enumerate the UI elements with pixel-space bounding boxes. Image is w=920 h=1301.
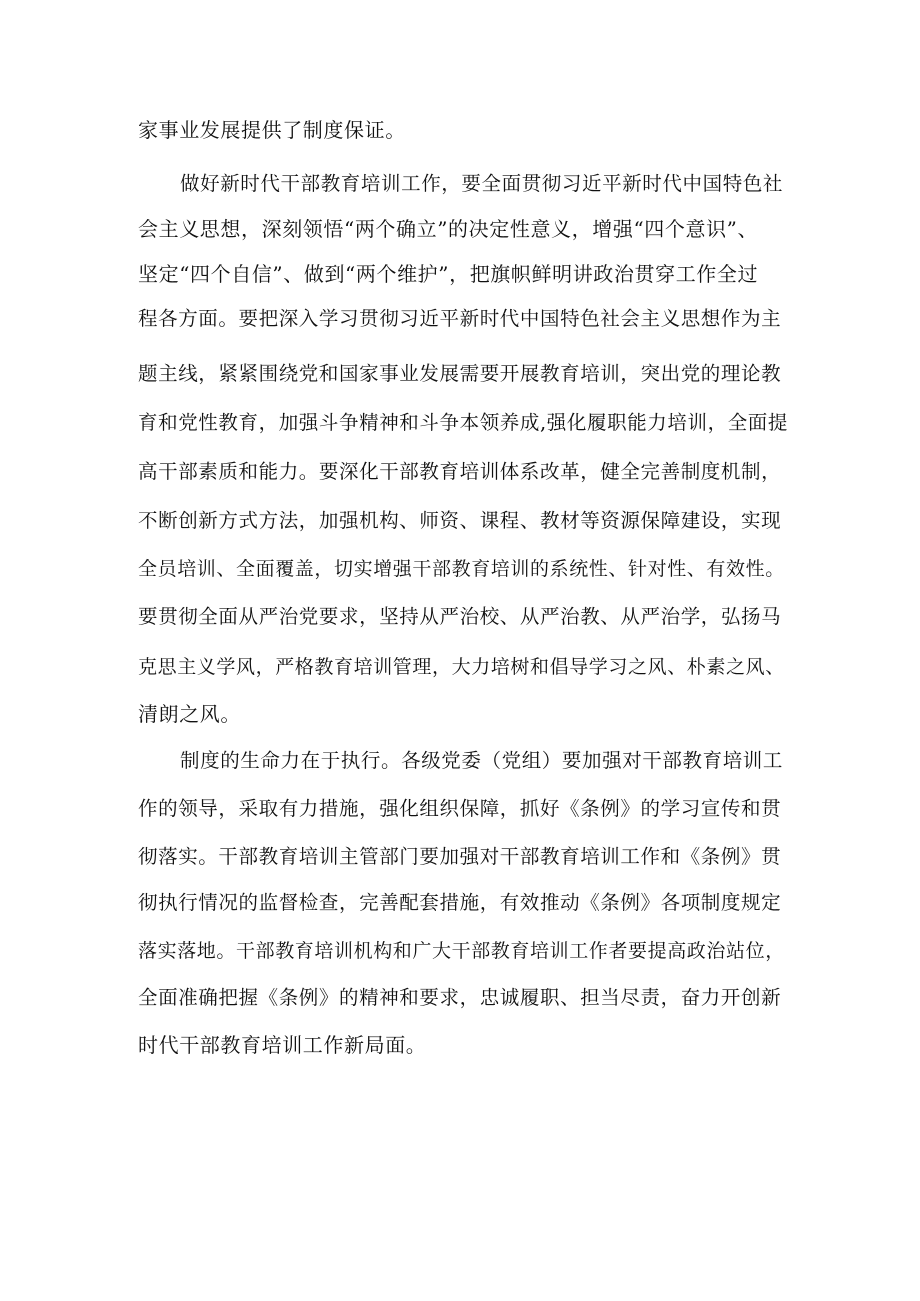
text-line: 清朗之风。 — [138, 702, 241, 726]
text-line: 作的领导，采取有力措施，强化组织保障，抓好《条例》的学习宣传和贯 — [138, 797, 782, 820]
text-line: 坚定“四个自信”、做到“两个维护”，把旗帜鲜明讲政治贯穿工作全过 — [138, 262, 759, 286]
text-line: 要贯彻全面从严治党要求，坚持从严治校、从严治教、从严治学，弘扬马 — [138, 605, 782, 628]
text-line: 不断创新方式方法，加强机构、师资、课程、教材等资源保障建设，实现 — [138, 509, 782, 532]
text-line: 落实落地。干部教育培训机构和广大干部教育培训工作者要提高政治站位， — [138, 940, 785, 962]
text-line: 全面准确把握《条例》的精神和要求，忠诚履职、担当尽责，奋力开创新 — [138, 986, 782, 1009]
text-line: 会主义思想，深刻领悟“两个确立”的决定性意义，增强“四个意识”、 — [138, 217, 759, 241]
text-line: 彻落实。干部教育培训主管部门要加强对干部教育培训工作和《条例》贯 — [138, 845, 782, 868]
text-line: 育和党性教育，加强斗争精神和斗争本领养成,强化履职能力培训，全面提 — [138, 411, 788, 434]
text-line: 高干部素质和能力。要深化干部教育培训体系改革，健全完善制度机制， — [138, 460, 782, 483]
text-line: 克思主义学风，严格教育培训管理，大力培树和倡导学习之风、朴素之风、 — [138, 656, 785, 678]
text-line: 做好新时代干部教育培训工作，要全面贯彻习近平新时代中国特色社 — [180, 172, 784, 195]
text-line: 时代干部教育培训工作新局面。 — [138, 1033, 427, 1057]
text-line: 家事业发展提供了制度保证。 — [138, 118, 406, 142]
text-line: 全员培训、全面覆盖，切实增强干部教育培训的系统性、针对性、有效性。 — [138, 558, 785, 580]
text-line: 彻执行情况的监督检查，完善配套措施，有效推动《条例》各项制度规定 — [138, 891, 782, 914]
text-line: 程各方面。要把深入学习贯彻习近平新时代中国特色社会主义思想作为主 — [138, 307, 782, 330]
text-line: 制度的生命力在于执行。各级党委（党组）要加强对干部教育培训工 — [180, 749, 784, 772]
text-line: 题主线，紧紧围绕党和国家事业发展需要开展教育培训，突出党的理论教 — [138, 362, 782, 385]
